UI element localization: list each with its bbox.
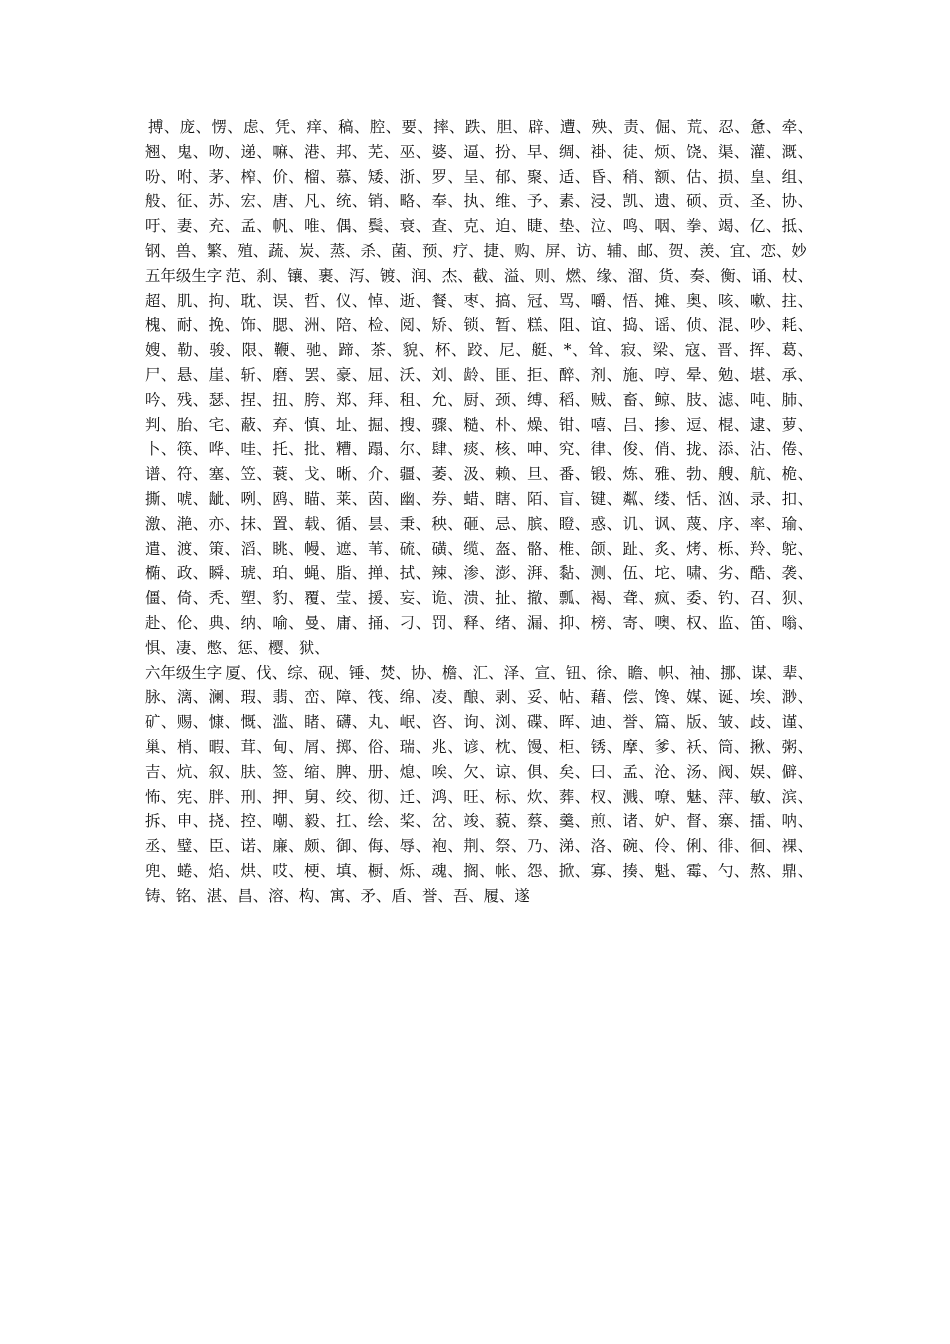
paragraph-grade5-characters [145,264,813,661]
paragraph-text: 范、刹、镶、裹、泻、镀、润、杰、截、溢、则、燃、缘、溜、货、奏、衡、诵、杖、超、肌、拘、耽、误、哲、仪、悼、逝、餐、枣、搞、冠、骂、嚼、悟、摊、奥、咳、嗽、拄、槐、耐、挽、饰、腮、洲、陪、检、阅、矫、锁、暂、糕、阻、谊、捣、谣、侦、混、吵、耗、嫂、勒、骏、限、鞭、驰、蹄、茶、貌、杯、跤、尼、艇、*、耸、寂、梁、寇、晋、挥、葛、尸、悬、崖、斩、磨、罢、豪、屈、沃、刘、龄、匪、拒、醉、剂、施、哼、晕、勉、堪、承、吟、残、瑟、捏、扭、胯、郑、拜、租、允、厨、颈、缚、稻、贼、畜、鲸、肢、滤、吨、肺、判、胎、宅、蔽、弃、慎、址、掘、搜、骤、糙、朴、燥、钳、嘻、吕、掺、逗、棍、逮、萝、卜、筷、哗、哇、托、批、糟、蹋、尔、肆、痰、核、呻、究、律、俊、俏、拢、添、沾、倦、谱、符、塞、笠、蓑、戈、晰、介、疆、萎、汲、赖、旦、番、锻、炼、雅、勃、艘、航、桅、撕、唬、龇、咧、鸥、瞄、莱、茵、幽、券、蜡、瞎、陌、盲、键、粼、缕、恬、汹、录、扣、激、滟、亦、抹、置、载、循、昙、秉、秧、砸、忌、膑、瞪、惑、讥、讽、蔑、序、率、瑜、遣、渡、策、滔、眺、幔、遮、苇、硫、磺、缆、盔、骼、椎、颌、趾、炙、烤、栎、羚、鸵、椭、政、瞬、琥、珀、蝇、脂、掸、拭、辣、渗、澎、湃、黏、测、伍、坨、啸、劣、酷、袭、僵、倚、秃、塑、豹、覆、莹、援、妄、诡、溃、扯、撤、瓢、褐、聋、疯、委、钓、召、狈、赴、伦、典、纳、喻、曼、庸、捅、刁、罚、释、绪、漏、抑、榜、寄、噢、权、监、笛、嗡、惧、凄、憋、惩、樱、狱、 [145,266,813,657]
paragraph-text: 厦、伐、综、砚、锤、焚、协、檐、汇、泽、宣、钮、徐、瞻、帜、袖、挪、谋、辈、脉、漓、澜、瑕、翡、峦、障、筏、绵、凌、酿、剥、妥、帖、藉、偿、馋、媒、诞、埃、渺、矿、赐、慷、慨、滥、睹、礴、丸、岷、咨、询、浏、碟、晖、迪、誉、篇、版、皱、歧、谨、巢、梢、暇、茸、甸、屑、掷、俗、瑞、兆、谚、枕、馒、柜、锈、摩、爹、袄、筒、揪、粥、吉、炕、叙、肤、签、缩、脾、册、熄、唉、欠、谅、俱、矣、曰、孟、沧、汤、阀、娱、僻、怖、宪、胖、刑、押、舅、绞、彻、迁、鸿、旺、标、炊、葬、杈、溅、嘹、魅、萍、敏、滨、拆、申、挠、控、嘲、毅、扛、绘、桨、岔、竣、藐、蔡、羹、煎、诸、妒、督、寨、擂、呐、丞、璧、臣、诺、廉、颇、御、侮、辱、袍、荆、祭、乃、涕、洛、碗、伶、俐、徘、徊、裸、兜、蜷、焰、烘、哎、梗、填、橱、烁、魂、搁、帐、怨、掀、寡、揍、魁、霉、勺、熬、鼎、铸、铭、湛、昌、溶、构、寓、矛、盾、誉、吾、履、遂 [145,663,813,905]
paragraph-grade6-characters [145,661,813,909]
paragraph-text: 搏、庞、愣、虑、凭、痒、稿、腔、要、摔、跌、胆、辟、遭、殃、责、倔、荒、忍、惫、牵、翘、鬼、吻、递、嘛、港、邦、芜、巫、婆、逼、扮、早、绸、褂、徒、烦、饶、渠、灌、溉、吩、咐、茅、榨、价、榴、慕、矮、浙、罗、呈、郁、聚、适、昏、稍、额、估、损、皇、组、般、征、苏、宏、唐、凡、统、销、略、奉、执、维、予、素、浸、凯、遗、硕、贡、圣、协、吁、妻、充、孟、帆、唯、偶、鬓、衰、查、克、迫、睫、垫、泣、鸣、咽、拳、竭、亿、抵、钢、兽、繁、殖、蔬、炭、蒸、杀、菌、预、疗、捷、购、屏、访、辅、邮、贺、羡、宜、恋、妙 [145,118,813,260]
paragraph-continued-characters [145,115,813,264]
character-list-document [145,115,813,909]
paragraph-heading: 六年级生字 [145,663,223,682]
paragraph-heading: 五年级生字 [145,266,223,285]
